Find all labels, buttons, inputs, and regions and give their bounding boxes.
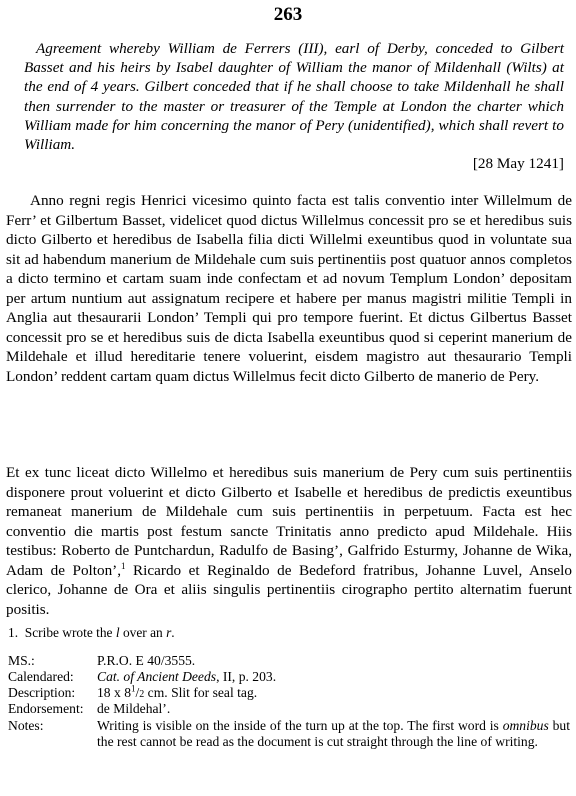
description-text: cm. Slit for seal tag. [144,685,258,700]
footnote-text: Scribe wrote the [24,625,116,640]
description-value: 18 x $8^1/2$ cm. Slit for seal tag. [97,683,258,700]
description-label: Description: [8,685,76,700]
notes-text: Writing is visible on the inside of the turn up at the top. The first word is [97,718,503,733]
notes-word: omnibus [502,718,549,733]
footnote [8,625,175,641]
ms-label: MS.: [8,653,35,668]
fraction-denominator: 2 [139,689,145,700]
ms-value: P.R.O. E 40/3555. [97,653,196,668]
footnote-number: 1. [8,625,19,640]
footnote-reference[interactable]: 1 [121,560,126,571]
calendared-ref: , II, p. 203. [216,669,277,684]
calendared-value [97,669,570,685]
description-size: 18 x 8 [97,685,131,700]
latin-text-paragraph-1: Anno regni regis Henrici vicesimo quinto facta est talis conventio inter Willelmum de Ferr’ et Gilbertum Basset, videlicet quod dictus Willelmus concessit pro se et heredibus suis dicto Gilberto et heredibus de Isabella filia dicti Willelmi exeuntibus quod in voluntate sua sit ad habendum manerium de Mildehale cum suis pertinentiis post quatuor annos completos a dicto termino et cartam suam inde confectam et ad novum Templum London’ depositam per artum nuntium aut assignatum recipere et habere per manus magistri militie Templi in Anglia aut thesaurarii London’ Templi qui pro tempore fuerint. Et dictus Gilbertus Basset concessit pro se et heredibus suis de dicta Isabella exeuntibus quod si ceperint manerium de Mildehale et illud hereditarie tenere voluerint, eisdem magistro aut thesaurario Templi London’ reddent cartam quam dictus Willelmus fecit dicto Gilberto de manerio de Pery. [6,192,572,385]
paragraph-2-part-a: Et ex tunc liceat dicto Willelmo et heredibus suis manerium de Pery cum suis pertinentiis disponere prout voluerint et dicto Gilberto et Isabelle et heredibus de predictis exeuntibus remaneat manerium de Mildehale cum suis pertinentiis in perpetuum. Facta est hec conventio die martis post festum sancte Trinitatis anno predicto apud Mildehale. Hiis testibus: Roberto de Puntchardun, Radulfo de Basing’, Galfrido Esturmy, Johanne de Wika, Adam de Polton’, [6,464,572,579]
summary-paragraph: Agreement whereby William de Ferrers (III), earl of Derby, conceded to Gilbert Basset and his heirs by Isabel daughter of William the manor of Mildenhall (Wilts) at the end of 4 years. Gilbert conceded that if he shall choose to take Mildenhall he shall then surrender to the master or treasurer of the Temple at London the charter which William made for him concerning the manor of Pery (unidentified), which shall revert to William. [24,40,564,154]
calendared-title: Cat. of Ancient Deeds [97,669,217,684]
footnote-text-2: over an [119,625,167,640]
document-date: [28 May 1241] [472,155,564,172]
calendared-label: Calendared: [8,669,74,684]
latin-text-paragraph-2 [6,463,572,619]
footnote-letter-l: l [115,625,120,640]
page-number: 263 [273,4,303,25]
notes-value [97,718,570,750]
endorsement-value: de Mildehal’. [97,701,171,716]
notes-text-2: but the rest cannot be read as the document is cut straight through the line of writing. [97,718,570,749]
footnote-text-3: . [171,625,175,640]
footnote-letter-r: r [166,625,172,640]
notes-label: Notes: [8,718,44,733]
paragraph-2-part-b: Ricardo et Reginaldo de Bedeford fratribus, Johanne Luvel, Anselo clerico, Johanne de Ora et aliis singulis pertinentiis cirographo pertito alternatim fuerunt positis. [6,561,572,618]
endorsement-label: Endorsement: [8,701,84,716]
fraction-numerator: 1 [130,683,136,694]
